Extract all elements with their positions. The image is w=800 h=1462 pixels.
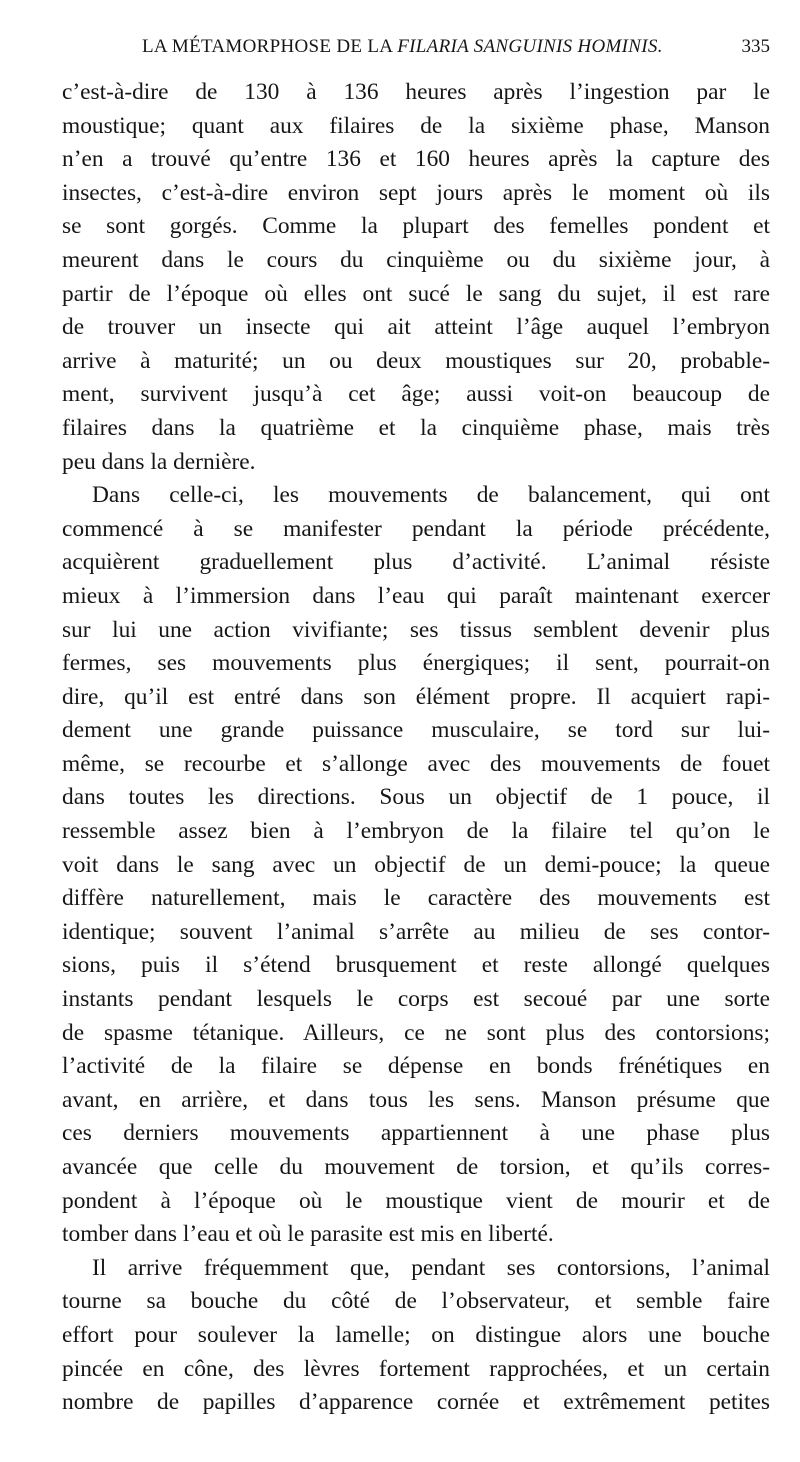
text-line: c’est-à-dire de 130 à 136 heures après l’ingestion par le xyxy=(62,79,770,105)
text-line: se sont gorgés. Comme la plupart des femelles pondent et xyxy=(62,213,770,240)
text-line: même, se recourbe et s’allonge avec des mouvements de fouet xyxy=(62,750,770,777)
text-line: ment, survivent jusqu’à cet âge; aussi voit-on beaucoup de xyxy=(62,381,770,408)
running-title xyxy=(142,36,663,58)
text-line: sions, puis il s’étend brusquement et reste allongé quelques xyxy=(62,952,770,979)
text-line: avancée que celle du mouvement de torsion, et qu’ils corres- xyxy=(62,1154,770,1180)
text-line: peu dans la dernière. xyxy=(62,448,256,475)
text-line: dans toutes les directions. Sous un objectif de 1 pouce, il xyxy=(62,784,770,811)
text-line: ces derniers mouvements appartiennent à une phase plus xyxy=(62,1120,770,1147)
text-line: avant, en arrière, et dans tous les sens. Manson présume que xyxy=(62,1086,770,1113)
paragraph xyxy=(62,479,770,1252)
text-line: diffère naturellement, mais le caractère des mouvements est xyxy=(62,885,770,912)
text-line: acquièrent graduellement plus d’activité. L’animal résiste xyxy=(62,549,770,576)
text-line: partir de l’époque où elles ont sucé le sang du sujet, il est rare xyxy=(62,280,770,307)
text-line: effort pour soulever la lamelle; on distingue alors une bouche xyxy=(62,1321,770,1348)
text-line: identique; souvent l’animal s’arrête au milieu de ses contor- xyxy=(62,918,770,945)
text-line: mieux à l’immersion dans l’eau qui paraît maintenant exercer xyxy=(62,582,770,609)
text-line: meurent dans le cours du cinquième ou du sixième jour, à xyxy=(62,246,770,273)
text-line: nombre de papilles d’apparence cornée et extrêmement petites xyxy=(62,1389,770,1416)
text-line: insectes, c’est-à-dire environ sept jours après le moment où ils xyxy=(62,179,770,206)
text-line: pondent à l’époque où le moustique vient de mourir et de xyxy=(62,1187,770,1214)
text-line: l’activité de la filaire se dépense en bonds frénétiques en xyxy=(62,1053,770,1080)
text-line: dement une grande puissance musculaire, se tord sur lui- xyxy=(62,717,770,744)
text-line: voit dans le sang avec un objectif de un demi-pouce; la queue xyxy=(62,851,770,878)
text-line: filaires dans la quatrième et la cinquième phase, mais très xyxy=(62,414,770,441)
text-line: instants pendant lesquels le corps est secoué par une sorte xyxy=(62,986,770,1013)
text-line: de trouver un insecte qui ait atteint l’âge auquel l’embryon xyxy=(62,314,770,341)
text-line: tourne sa bouche du côté de l’observateur, et semble faire xyxy=(62,1288,770,1315)
running-head xyxy=(142,36,770,66)
text-line: sur lui une action vivifiante; ses tissus semblent devenir plus xyxy=(62,616,770,643)
text-line: de spasme tétanique. Ailleurs, ce ne sont plus des contorsions; xyxy=(62,1019,770,1046)
body-text xyxy=(62,76,770,1420)
text-line: Dans celle-ci, les mouvements de balancement, qui ont xyxy=(92,482,770,509)
text-line: dire, qu’il est entré dans son élément propre. Il acquiert rapi- xyxy=(62,683,770,710)
text-line: n’en a trouvé qu’entre 136 et 160 heures après la capture des xyxy=(62,146,770,173)
page-number: 335 xyxy=(741,36,770,57)
running-title-roman: LA MÉTAMORPHOSE DE LA xyxy=(142,36,398,57)
text-line: tomber dans l’eau et où le parasite est mis en liberté. xyxy=(62,1221,554,1248)
text-line: arrive à maturité; un ou deux moustiques sur 20, probable- xyxy=(62,347,770,374)
text-line: moustique; quant aux filaires de la sixième phase, Manson xyxy=(62,112,770,139)
running-title-italic: FILARIA SANGUINIS HOMINIS. xyxy=(397,36,663,57)
text-line: fermes, ses mouvements plus énergiques; il sent, pourrait-on xyxy=(62,650,770,677)
text-line: commencé à se manifester pendant la période précédente, xyxy=(62,515,770,542)
text-line: pincée en cône, des lèvres fortement rapprochées, et un certain xyxy=(62,1355,770,1382)
paragraph xyxy=(62,1252,770,1420)
paragraph xyxy=(62,76,770,479)
text-line: Il arrive fréquemment que, pendant ses contorsions, l’animal xyxy=(92,1254,770,1281)
text-line: ressemble assez bien à l’embryon de la filaire tel qu’on le xyxy=(62,818,770,845)
